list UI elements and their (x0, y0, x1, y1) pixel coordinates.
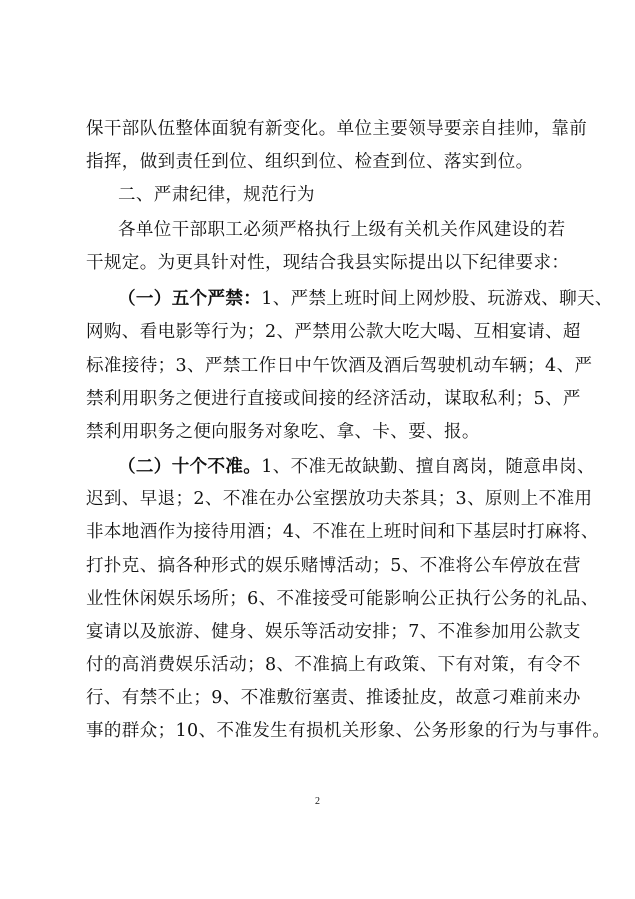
paragraph-3-first-line-text: 1、严禁上班时间上网炒股、玩游戏、聊天、 (261, 289, 613, 309)
paragraph-3-line-3: 标准接待；3、严禁工作日中午饮酒及酒后驾驶机动车辆；4、严 (86, 356, 593, 376)
paragraph-2-line-1: 各单位干部职工必须严格执行上级有关机关作风建设的若 (118, 220, 566, 240)
paragraph-4-first-line-text: 1、不准无故缺勤、擅自离岗，随意串岗、 (261, 457, 595, 477)
paragraph-2-line-2: 干规定。为更具针对性，现结合我县实际提出以下纪律要求： (86, 253, 570, 273)
paragraph-4-line-8: 行、有禁不止；9、不准敷衍塞责、推诿扯皮，故意刁难前来办 (86, 688, 581, 708)
paragraph-3-line-1 (118, 288, 613, 310)
paragraph-1-line-2: 指挥，做到责任到位、组织到位、检查到位、落实到位。 (86, 152, 534, 172)
paragraph-4-line-9: 事的群众；10、不准发生有损机关形象、公务形象的行为与事件。 (86, 721, 611, 741)
paragraph-4-line-6: 宴请以及旅游、健身、娱乐等活动安排；7、不准参加用公款支 (86, 622, 581, 642)
paragraph-4-line-1 (118, 456, 595, 478)
paragraph-3-line-2: 网购、看电影等行为；2、严禁用公款大吃大喝、互相宴请、超 (86, 322, 581, 342)
paragraph-3-line-5: 禁利用职务之便向服务对象吃、拿、卡、要、报。 (86, 422, 480, 442)
paragraph-4-line-2: 迟到、早退；2、不准在办公室摆放功夫茶具；3、原则上不准用 (86, 489, 593, 509)
ten-rules-label: （二）十个不准。 (118, 457, 262, 477)
paragraph-3-line-4: 禁利用职务之便进行直接或间接的经济活动，谋取私利；5、严 (86, 389, 581, 409)
five-prohibitions-label: （一）五个严禁： (118, 289, 262, 309)
paragraph-4-line-4: 打扑克、搞各种形式的娱乐赌博活动；5、不准将公车停放在营 (86, 556, 581, 576)
section-heading: 二、严肃纪律，规范行为 (118, 185, 315, 205)
paragraph-4-line-7: 付的高消费娱乐活动；8、不准搞上有政策、下有对策，有令不 (86, 655, 581, 675)
paragraph-4-line-5: 业性休闲娱乐场所；6、不准接受可能影响公正执行公务的礼品、 (86, 589, 599, 609)
paragraph-1-line-1: 保干部队伍整体面貌有新变化。单位主要领导要亲自挂帅，靠前 (86, 119, 588, 139)
paragraph-4-line-3: 非本地酒作为接待用酒；4、不准在上班时间和下基层时打麻将、 (86, 522, 599, 542)
page-number: 2 (315, 796, 320, 807)
